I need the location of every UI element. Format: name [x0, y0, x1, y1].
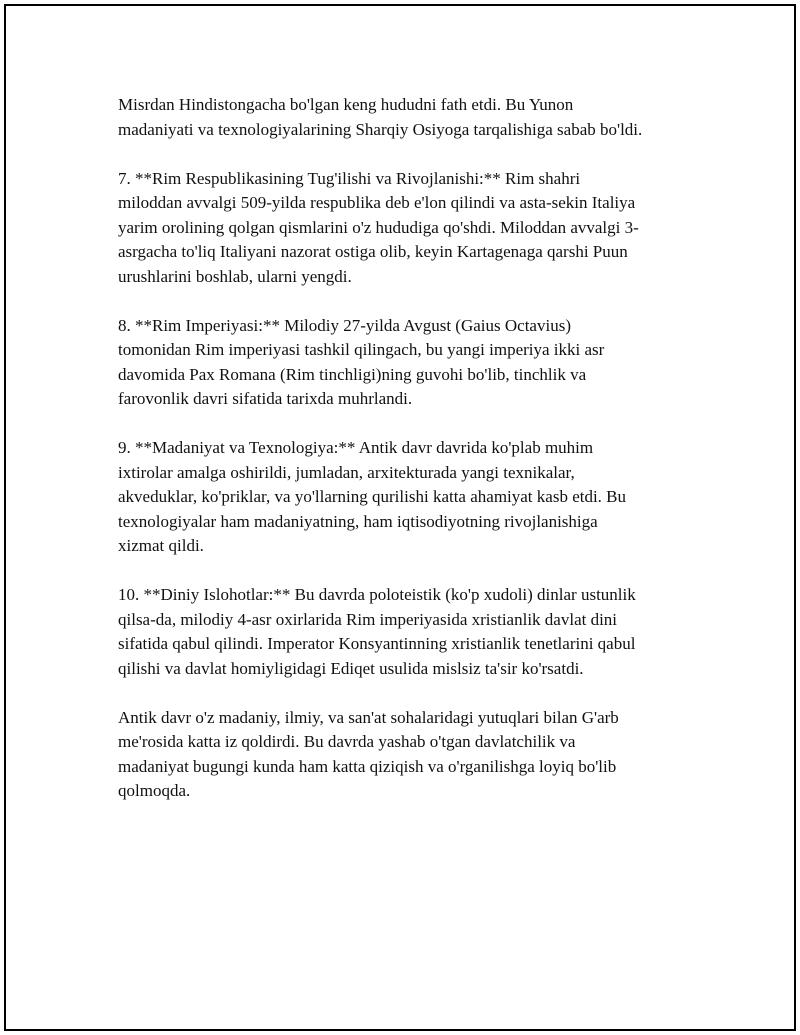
paragraph-intro-continuation	[118, 93, 693, 142]
text-line: qolmoqda.	[118, 781, 191, 800]
paragraph-item-9	[118, 436, 693, 559]
paragraph-item-10	[118, 583, 693, 681]
text-line: 7. **Rim Respublikasining Tug'ilishi va Rivojlanishi:** Rim shahri	[118, 168, 581, 188]
text-line: Antik davr o'z madaniy, ilmiy, va san'at sohalaridagi yutuqlari bilan G'arb	[118, 707, 619, 727]
text-line: 10. **Diniy Islohotlar:** Bu davrda poloteistik (ko'p xudoli) dinlar ustunlik	[118, 585, 636, 604]
text-line: texnologiyalar ham madaniyatning, ham iqtisodiyotning rivojlanishiga	[118, 511, 598, 531]
text-line: qilishi va davlat homiyligidagi Ediqet usulida mislsiz ta'sir ko'rsatdi.	[118, 658, 584, 678]
paragraph-item-7	[118, 167, 693, 290]
document-body	[118, 93, 693, 828]
text-line: asrgacha to'liq Italiyani nazorat ostiga olib, keyin Kartagenaga qarshi Puun	[118, 242, 628, 261]
text-line: urushlarini boshlab, ularni yengdi.	[118, 266, 352, 286]
text-line: xizmat qildi.	[118, 536, 204, 555]
text-line: qilsa-da, milodiy 4-asr oxirlarida Rim imperiyasida xristianlik davlat dini	[118, 609, 618, 629]
text-line: davomida Pax Romana (Rim tinchligi)ning guvohi bo'lib, tinchlik va	[118, 364, 587, 384]
text-line: ixtirolar amalga oshirildi, jumladan, arxitekturada yangi texnikalar,	[118, 462, 575, 482]
text-line: madaniyat bugungi kunda ham katta qiziqish va o'rganilishga loyiq bo'lib	[118, 756, 617, 776]
text-line: sifatida qabul qilindi. Imperator Konsyantinning xristianlik tenetlarini qabul	[118, 634, 636, 653]
text-line: me'rosida katta iz qoldirdi. Bu davrda yashab o'tgan davlatchilik va	[118, 732, 576, 751]
text-line: yarim orolining qolgan qismlarini o'z hududiga qo'shdi. Miloddan avvalgi 3-	[118, 217, 639, 237]
text-line: tomonidan Rim imperiyasi tashkil qilingach, bu yangi imperiya ikki asr	[118, 340, 605, 359]
text-line: miloddan avvalgi 509-yilda respublika deb e'lon qilindi va asta-sekin Italiya	[118, 193, 636, 212]
text-line: 8. **Rim Imperiyasi:** Milodiy 27-yilda Avgust (Gaius Octavius)	[118, 315, 571, 335]
text-line: madaniyati va texnologiyalarining Sharqiy Osiyoga tarqalishiga sabab bo'ldi.	[118, 119, 643, 139]
text-line: 9. **Madaniyat va Texnologiya:** Antik davr davrida ko'plab muhim	[118, 438, 594, 457]
paragraph-item-8	[118, 314, 693, 412]
text-line: farovonlik davri sifatida tarixda muhrlandi.	[118, 389, 413, 408]
text-line: akveduklar, ko'priklar, va yo'llarning qurilishi katta ahamiyat kasb etdi. Bu	[118, 487, 627, 506]
paragraph-conclusion	[118, 706, 693, 804]
text-line: Misrdan Hindistongacha bo'lgan keng hududni fath etdi. Bu Yunon	[118, 95, 574, 114]
